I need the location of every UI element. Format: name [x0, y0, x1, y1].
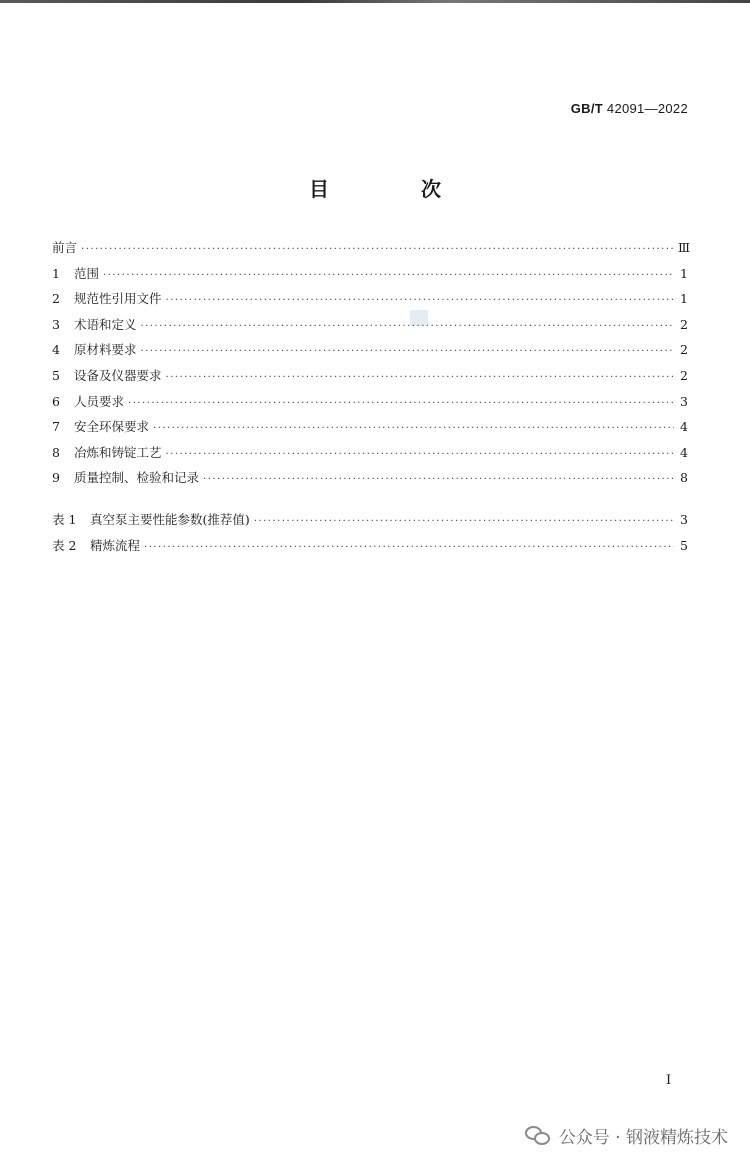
table-list-item[interactable]: [52, 536, 688, 562]
toc-leader-dots: [81, 244, 674, 255]
wechat-icon: [525, 1125, 551, 1147]
toc-item-label: 范围: [74, 265, 100, 281]
toc-item-number: 9: [52, 470, 60, 486]
toc-leader-dots: [128, 398, 674, 409]
table-list: [52, 510, 688, 561]
toc-item-label: 设备及仪器要求: [74, 367, 162, 383]
toc-item-label: 冶炼和铸锭工艺: [74, 444, 162, 460]
toc-item-page: 3: [680, 393, 688, 409]
toc-leader-dots: [203, 474, 674, 485]
toc-item-number: 2: [52, 291, 60, 307]
table-item-label: 真空泵主要性能参数(推荐值): [90, 512, 250, 527]
toc-leader-dots: [166, 295, 674, 306]
toc-item-number: 5: [52, 367, 60, 383]
toc-item-label: 规范性引用文件: [74, 291, 162, 307]
toc-item-number: 4: [52, 342, 60, 358]
toc-item-number: 3: [52, 316, 60, 332]
toc-item-page: 4: [680, 444, 688, 460]
toc-item-number: 1: [52, 265, 60, 281]
standard-prefix: GB/T: [570, 101, 603, 116]
table-item-number: 表 1: [52, 512, 77, 527]
toc-item[interactable]: [52, 289, 688, 315]
page-title: 目 次: [309, 177, 477, 201]
toc-item[interactable]: [52, 264, 688, 290]
standard-code: [571, 101, 688, 116]
footer-page-number: I: [666, 1073, 672, 1088]
toc-leader-dots: [166, 372, 674, 383]
toc-item[interactable]: [52, 366, 688, 392]
toc-item[interactable]: [52, 238, 691, 264]
toc-item-page: 8: [680, 470, 688, 486]
toc-leader-dots: [166, 449, 674, 460]
toc-item-label: 人员要求: [74, 393, 125, 409]
toc-item-number: 6: [52, 393, 60, 409]
toc-item[interactable]: [52, 417, 688, 443]
toc-item[interactable]: [52, 443, 688, 469]
toc-leader-dots: [141, 321, 674, 332]
toc-item-number: 7: [52, 419, 60, 435]
toc-item-label: 原材料要求: [74, 342, 137, 358]
table-item-number: 表 2: [52, 537, 77, 553]
toc-item[interactable]: [52, 315, 688, 341]
toc-item-number: 8: [52, 444, 60, 460]
table-list-item[interactable]: [52, 510, 688, 536]
toc-item-label: 前言: [52, 240, 78, 255]
toc-item-page: 2: [680, 367, 688, 383]
toc-leader-dots: [153, 423, 674, 434]
toc-list: [52, 238, 691, 494]
toc-item-label: 安全环保要求: [74, 419, 150, 435]
watermark: [525, 1123, 728, 1148]
standard-number: 42091—2022: [606, 101, 688, 116]
toc-item-page: 2: [680, 342, 688, 358]
toc-item-page: Ⅲ: [678, 240, 691, 255]
toc-item-page: 1: [680, 291, 688, 307]
toc-item-label: 质量控制、检验和记录: [74, 470, 200, 486]
toc-leader-dots: [103, 270, 674, 281]
toc-item[interactable]: [52, 392, 688, 418]
toc-leader-dots: [141, 346, 674, 357]
table-item-page: 5: [680, 537, 688, 553]
toc-item-page: 1: [680, 265, 688, 281]
toc-item-page: 2: [680, 316, 688, 332]
toc-leader-dots: [144, 542, 674, 553]
toc-item-label: 术语和定义: [74, 316, 137, 332]
toc-item-page: 4: [680, 419, 688, 435]
toc-item[interactable]: [52, 340, 688, 366]
top-border: [0, 0, 750, 3]
watermark-text: 公众号 · 钢液精炼技术: [558, 1128, 728, 1148]
toc-item[interactable]: [52, 468, 688, 494]
toc-leader-dots: [254, 516, 674, 527]
table-item-page: 3: [680, 512, 688, 527]
table-item-label: 精炼流程: [90, 537, 141, 553]
